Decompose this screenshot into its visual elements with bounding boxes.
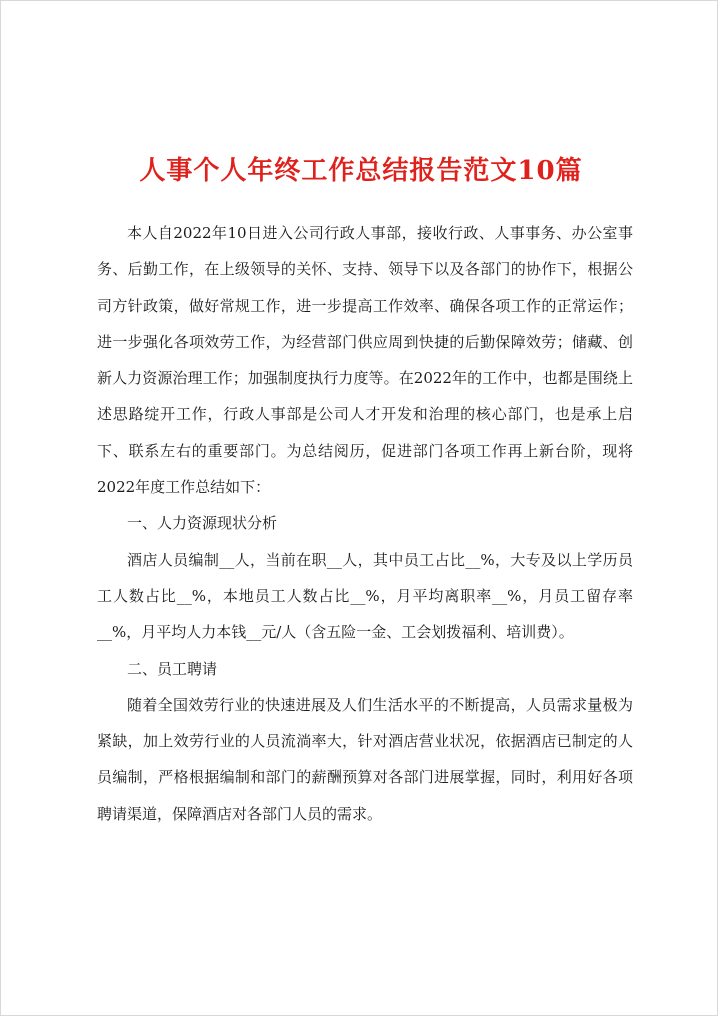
section-heading-recruitment: 二、员工聘请 [127,659,218,678]
document-title: 人事个人年终工作总结报告范文10篇 [139,156,583,186]
paragraph-recruitment: 随着全国效劳行业的快速进展及人们生活水平的不断提高，人员需求量极为紧缺，加上效劳行业的人员流淌率大，针对酒店营业状况，依据酒店已制定的人员编制，严格根据编制和部门的薪酬预算对各部门进展掌握，同时，利用好各项聘请渠道，保障酒店对各部门人员的需求。 [97,695,633,823]
document-body [97,215,633,832]
paragraph-intro: 本人自2022年10日进入公司行政人事部，接收行政、人事事务、办公室事务、后勤工作，在上级领导的关怀、支持、领导下以及各部门的协作下，根据公司方针政策，做好常规工作，进一步提高工作效率、确保各项工作的正常运作；进一步强化各项效劳工作，为经营部门供应周到快捷的后勤保障效劳；储藏、创新人力资源治理工作；加强制度执行力度等。在2022年的工作中，也都是围绕上述思路绽开工作，行政人事部是公司人才开发和治理的核心部门，也是承上启下、联系左右的重要部门。为总结阅历，促进部门各项工作再上新台阶，现将2022年度工作总结如下： [97,224,633,497]
paragraph-hr-analysis: 酒店人员编制__人，当前在职__人，其中员工占比__%，大专及以上学历员工人数占比__%，本地员工人数占比__%，月平均离职率__%，月员工留存率__%，月平均人力本钱__元/人（含五险一金、工会划拨福利、培训费）。 [97,550,633,642]
section-heading-hr-analysis: 一、人力资源现状分析 [127,514,278,533]
